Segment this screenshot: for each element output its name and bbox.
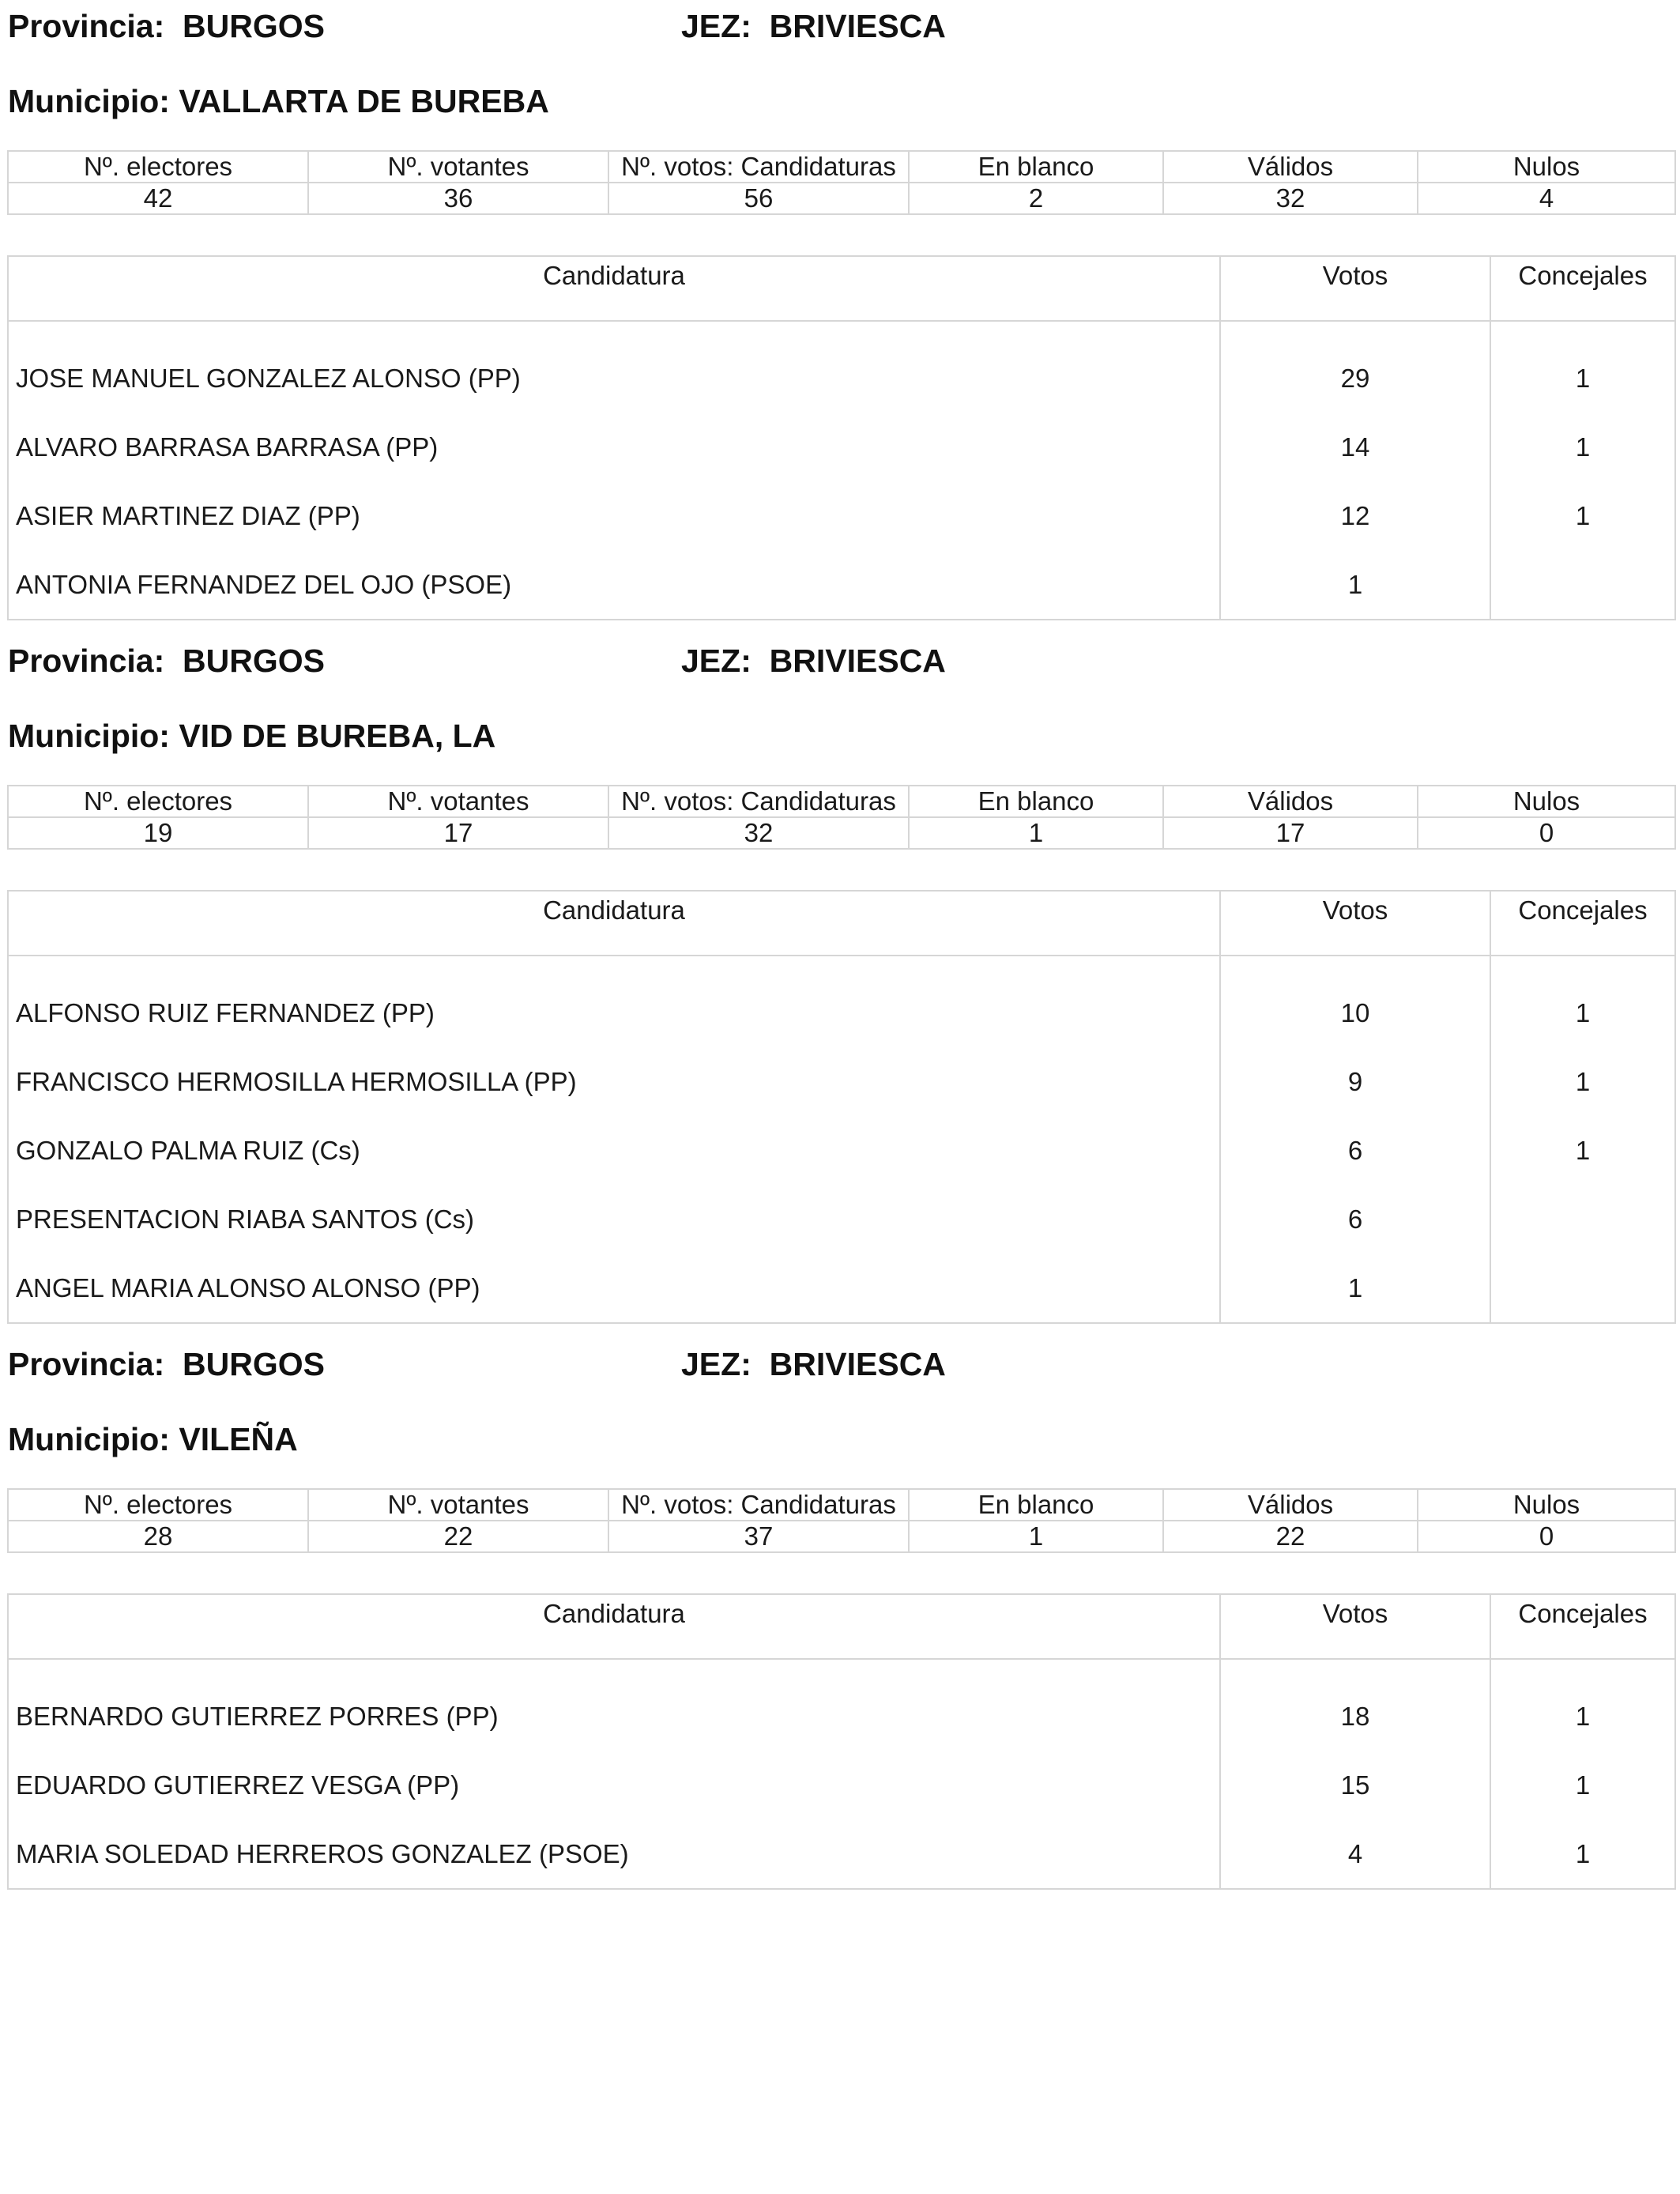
candidate-votos: 9 [1220,1047,1490,1116]
jez-heading [681,1340,946,1388]
candidate-votos: 1 [1220,550,1490,620]
candidates-table [7,890,1676,1324]
provincia-label: Provincia: [8,1346,165,1382]
stats-header-cell: En blanco [909,1489,1163,1521]
concejales-header: Concejales [1490,1594,1675,1659]
candidate-concejales: 1 [1490,1819,1675,1889]
stats-value-cell: 32 [608,817,909,849]
spacer-row [8,321,1675,344]
candidates-table [7,255,1676,620]
municipio-value: VALLARTA DE BUREBA [179,83,549,119]
candidate-concejales: 1 [1490,1116,1675,1185]
stats-value-cell: 19 [8,817,308,849]
candidate-concejales [1490,550,1675,620]
candidate-votos: 10 [1220,978,1490,1047]
candidate-row [8,1751,1675,1819]
stats-header-cell: En blanco [909,786,1163,817]
stats-header-cell: Válidos [1163,151,1418,183]
candidate-votos: 4 [1220,1819,1490,1889]
stats-header-cell: Nº. electores [8,151,308,183]
stats-table [7,785,1676,850]
municipio-heading-line [0,712,1680,760]
provincia-jez-heading [0,2,1680,50]
stats-header-cell: Nº. votos: Candidaturas [608,1489,909,1521]
municipio-value: VILEÑA [179,1421,298,1457]
candidate-concejales: 1 [1490,481,1675,550]
municipio-heading-line [0,1416,1680,1463]
stats-header-cell: Nº. electores [8,786,308,817]
provincia-label: Provincia: [8,643,165,679]
jez-label: JEZ: [681,643,751,679]
stats-header-cell: En blanco [909,151,1163,183]
municipio-value: VID DE BUREBA, LA [179,718,496,754]
candidate-votos: 6 [1220,1185,1490,1253]
candidate-concejales: 1 [1490,1751,1675,1819]
stats-value-row [8,1521,1675,1552]
stats-value-cell: 32 [1163,183,1418,214]
votos-header: Votos [1220,891,1490,956]
stats-value-cell: 17 [308,817,608,849]
jez-heading [681,2,946,50]
stats-value-cell: 0 [1418,1521,1675,1552]
stats-value-cell: 22 [308,1521,608,1552]
municipio-heading [8,1416,298,1463]
candidate-concejales: 1 [1490,1047,1675,1116]
candidate-votos: 6 [1220,1116,1490,1185]
candidate-row [8,550,1675,620]
stats-table [7,150,1676,215]
candidate-name: PRESENTACION RIABA SANTOS (Cs) [16,1204,475,1234]
candidate-row [8,481,1675,550]
stats-header-row [8,151,1675,183]
candidate-name: ALFONSO RUIZ FERNANDEZ (PP) [16,998,435,1027]
candidate-row [8,978,1675,1047]
jez-value: BRIVIESCA [769,8,946,44]
candidate-row [8,413,1675,481]
candidate-concejales: 1 [1490,344,1675,413]
candidate-name: ANTONIA FERNANDEZ DEL OJO (PSOE) [16,570,512,599]
candidate-name: MARIA SOLEDAD HERREROS GONZALEZ (PSOE) [16,1839,629,1868]
candidate-concejales [1490,1253,1675,1323]
jez-label: JEZ: [681,8,751,44]
candidate-name: ANGEL MARIA ALONSO ALONSO (PP) [16,1273,480,1302]
concejales-header: Concejales [1490,256,1675,321]
candidates-header-row [8,891,1675,956]
municipio-label: Municipio: [8,1421,170,1457]
stats-header-cell: Nº. votantes [308,786,608,817]
stats-header-cell: Nulos [1418,786,1675,817]
candidate-name: ALVARO BARRASA BARRASA (PP) [16,432,439,462]
concejales-header: Concejales [1490,891,1675,956]
candidate-name: EDUARDO GUTIERREZ VESGA (PP) [16,1770,460,1800]
provincia-value: BURGOS [183,8,325,44]
provincia-jez-heading [0,1340,1680,1388]
municipio-heading-line [0,77,1680,125]
candidate-row [8,1185,1675,1253]
provincia-jez-heading [0,637,1680,684]
jez-value: BRIVIESCA [769,1346,946,1382]
stats-value-cell: 42 [8,183,308,214]
candidate-votos: 18 [1220,1682,1490,1751]
stats-value-cell: 4 [1418,183,1675,214]
stats-value-cell: 36 [308,183,608,214]
candidate-row [8,1253,1675,1323]
stats-header-cell: Válidos [1163,1489,1418,1521]
candidate-name: FRANCISCO HERMOSILLA HERMOSILLA (PP) [16,1067,577,1096]
municipio-heading [8,77,549,125]
candidates-table [7,1593,1676,1890]
candidate-name: BERNARDO GUTIERREZ PORRES (PP) [16,1702,499,1731]
candidate-concejales: 1 [1490,1682,1675,1751]
stats-value-cell: 28 [8,1521,308,1552]
candidate-votos: 1 [1220,1253,1490,1323]
jez-heading [681,637,946,684]
provincia-heading [8,2,325,50]
stats-value-cell: 1 [909,1521,1163,1552]
stats-value-cell: 2 [909,183,1163,214]
stats-value-cell: 1 [909,817,1163,849]
spacer-row [8,956,1675,978]
candidate-name: GONZALO PALMA RUIZ (Cs) [16,1136,360,1165]
stats-value-row [8,817,1675,849]
stats-header-row [8,1489,1675,1521]
candidate-votos: 12 [1220,481,1490,550]
candidate-row [8,1116,1675,1185]
stats-value-cell: 22 [1163,1521,1418,1552]
provincia-label: Provincia: [8,8,165,44]
municipio-label: Municipio: [8,718,170,754]
candidate-concejales: 1 [1490,978,1675,1047]
stats-header-cell: Nulos [1418,1489,1675,1521]
stats-value-row [8,183,1675,214]
stats-table [7,1488,1676,1553]
candidates-header-row [8,1594,1675,1659]
candidate-row [8,344,1675,413]
stats-header-cell: Nº. votos: Candidaturas [608,151,909,183]
jez-label: JEZ: [681,1346,751,1382]
provincia-value: BURGOS [183,643,325,679]
provincia-heading [8,1340,325,1388]
candidate-name: ASIER MARTINEZ DIAZ (PP) [16,501,360,530]
stats-value-cell: 17 [1163,817,1418,849]
votos-header: Votos [1220,1594,1490,1659]
candidate-concejales: 1 [1490,413,1675,481]
stats-value-cell: 37 [608,1521,909,1552]
candidate-row [8,1819,1675,1889]
candidate-row [8,1047,1675,1116]
stats-header-cell: Nº. electores [8,1489,308,1521]
candidate-votos: 29 [1220,344,1490,413]
spacer-row [8,1659,1675,1682]
candidate-votos: 15 [1220,1751,1490,1819]
jez-value: BRIVIESCA [769,643,946,679]
candidate-concejales [1490,1185,1675,1253]
candidate-votos: 14 [1220,413,1490,481]
candidatura-header: Candidatura [8,1594,1220,1659]
stats-header-row [8,786,1675,817]
stats-value-cell: 0 [1418,817,1675,849]
municipio-heading [8,712,495,760]
stats-header-cell: Válidos [1163,786,1418,817]
candidate-name: JOSE MANUEL GONZALEZ ALONSO (PP) [16,364,521,393]
stats-header-cell: Nº. votos: Candidaturas [608,786,909,817]
stats-value-cell: 56 [608,183,909,214]
votos-header: Votos [1220,256,1490,321]
stats-header-cell: Nº. votantes [308,151,608,183]
stats-header-cell: Nº. votantes [308,1489,608,1521]
municipio-label: Municipio: [8,83,170,119]
stats-header-cell: Nulos [1418,151,1675,183]
provincia-value: BURGOS [183,1346,325,1382]
candidate-row [8,1682,1675,1751]
candidatura-header: Candidatura [8,256,1220,321]
candidates-header-row [8,256,1675,321]
candidatura-header: Candidatura [8,891,1220,956]
provincia-heading [8,637,325,684]
